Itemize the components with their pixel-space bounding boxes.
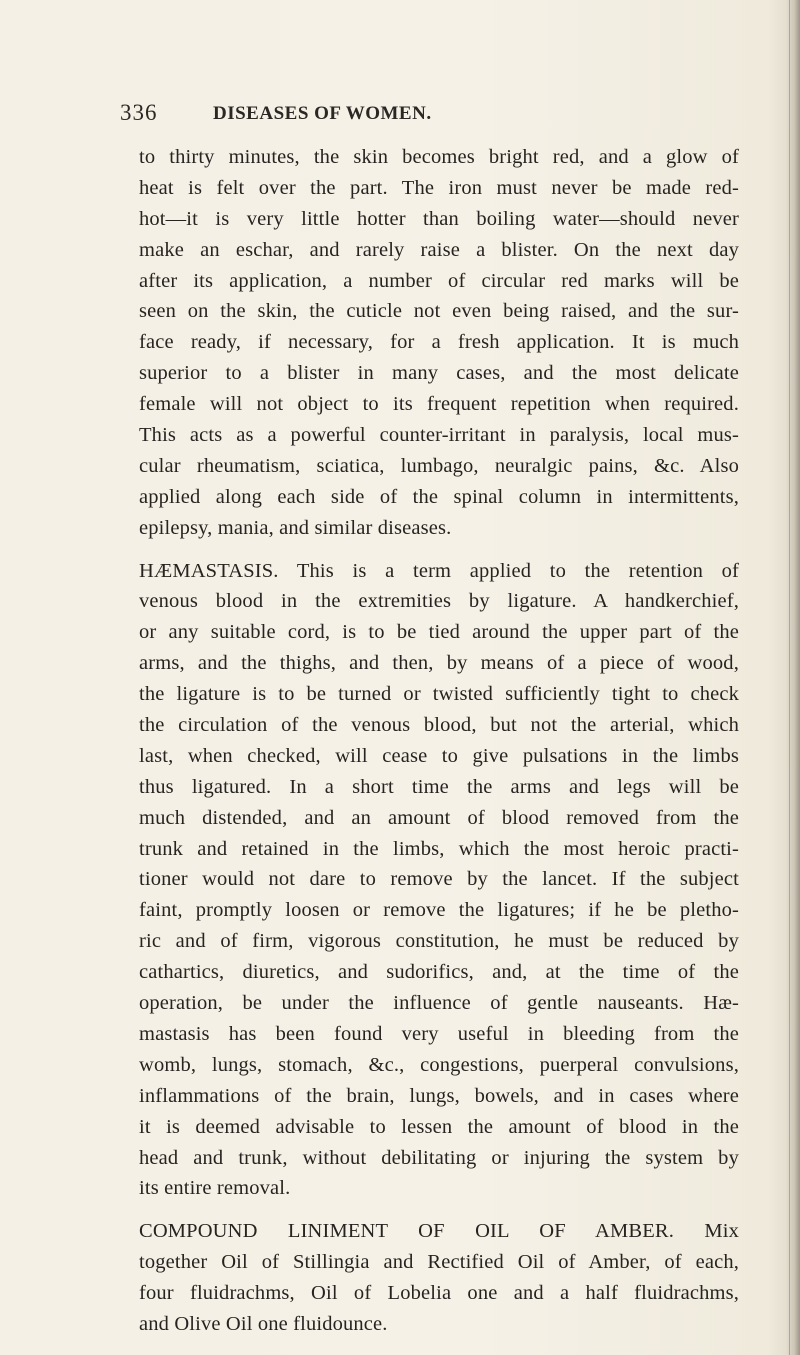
text-line: female will not object to its frequent repetition when required. [139,393,739,416]
text-line: thus ligatured. In a short time the arms and legs will be [139,775,739,798]
paragraph-gap [139,544,739,556]
text-line: or any suitable cord, is to be tied around the upper part of the [139,621,739,644]
text-line: the circulation of the venous blood, but not the arterial, which [139,714,739,737]
paragraph-gap [139,1204,739,1216]
text-line: superior to a blister in many cases, and the most delicate [139,362,739,385]
text-line: This acts as a powerful counter-irritant in paralysis, local mus- [139,424,739,447]
text-line: COMPOUND LINIMENT OF OIL OF AMBER. Mix [139,1220,739,1243]
text-line: inflammations of the brain, lungs, bowels, and in cases where [139,1084,739,1107]
text-line: trunk and retained in the limbs, which the most heroic practi- [139,837,739,860]
text-line: arms, and the thighs, and then, by means of a piece of wood, [139,652,739,675]
text-line: face ready, if necessary, for a fresh application. It is much [139,331,739,354]
page-edge-line [789,0,790,1355]
paragraph-haemastasis [139,556,739,1205]
text-line: seen on the skin, the cuticle not even being raised, and the sur- [139,300,739,323]
text-line: together Oil of Stillingia and Rectified Oil of Amber, of each, [139,1251,739,1274]
text-line: faint, promptly loosen or remove the ligatures; if he be pletho- [139,899,739,922]
running-title: DISEASES OF WOMEN. [213,103,432,124]
text-line: mastasis has been found very useful in bleeding from the [139,1022,739,1045]
text-line: HÆMASTASIS. This is a term applied to the retention of [139,559,739,582]
text-line: its entire removal. [139,1177,291,1200]
page-number: 336 [120,100,158,125]
body-text [139,142,739,1340]
text-line: applied along each side of the spinal column in intermittents, [139,485,739,508]
text-line: it is deemed advisable to lessen the amount of blood in the [139,1115,739,1138]
paragraph-compound-liniment [139,1216,739,1340]
text-line: after its application, a number of circular red marks will be [139,269,739,292]
text-line: cathartics, diuretics, and sudorifics, and, at the time of the [139,961,739,984]
text-line: head and trunk, without debilitating or injuring the system by [139,1146,739,1169]
text-line: and Olive Oil one fluidounce. [139,1312,388,1335]
text-line: last, when checked, will cease to give pulsations in the limbs [139,744,739,767]
paragraph-cautery [139,142,739,544]
text-line: operation, be under the influence of gentle nauseants. Hæ- [139,992,739,1015]
text-line: womb, lungs, stomach, &c., congestions, puerperal convulsions, [139,1053,739,1076]
text-line: make an eschar, and rarely raise a blister. On the next day [139,238,739,261]
text-line: much distended, and an amount of blood removed from the [139,806,739,829]
running-head [120,100,680,130]
text-line: tioner would not dare to remove by the lancet. If the subject [139,868,739,891]
text-line: heat is felt over the part. The iron must never be made red- [139,176,739,199]
text-line: cular rheumatism, sciatica, lumbago, neuralgic pains, &c. Also [139,454,739,477]
text-line: to thirty minutes, the skin becomes bright red, and a glow of [139,146,739,168]
text-line: hot—it is very little hotter than boiling water—should never [139,207,739,230]
text-line: ric and of firm, vigorous constitution, he must be reduced by [139,930,739,953]
text-line: epilepsy, mania, and similar diseases. [139,516,452,539]
text-line: venous blood in the extremities by ligature. A handkerchief, [139,590,739,613]
text-line: the ligature is to be turned or twisted sufficiently tight to check [139,683,739,706]
text-line: four fluidrachms, Oil of Lobelia one and a half fluidrachms, [139,1282,739,1305]
